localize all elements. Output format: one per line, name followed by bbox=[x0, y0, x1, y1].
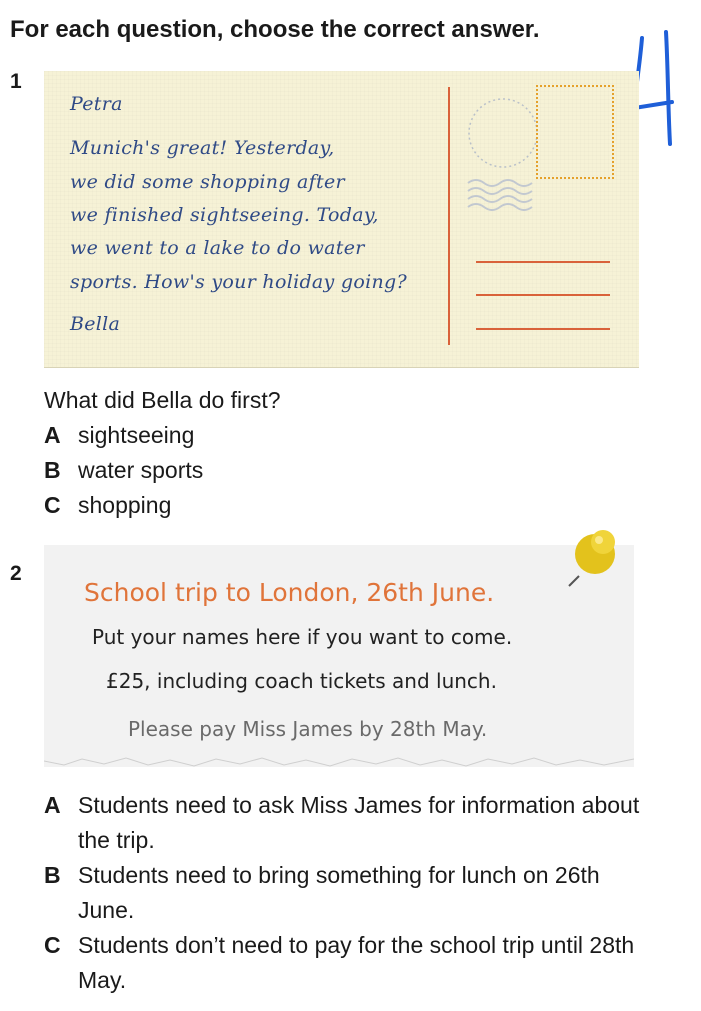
option-letter: B bbox=[44, 457, 61, 483]
question-number-2: 2 bbox=[10, 562, 22, 585]
option-letter: A bbox=[44, 422, 61, 448]
option-letter: B bbox=[44, 862, 61, 888]
q1-option-c[interactable] bbox=[44, 492, 171, 519]
notice-line: Put your names here if you want to come. bbox=[92, 625, 513, 649]
option-letter: C bbox=[44, 932, 61, 958]
q2-option-c[interactable] bbox=[44, 928, 648, 998]
option-text: Students need to bring something for lunch on 26th June. bbox=[78, 862, 600, 923]
postcard bbox=[44, 71, 639, 368]
torn-edge bbox=[44, 753, 634, 769]
notice-line: £25, including coach tickets and lunch. bbox=[106, 669, 497, 693]
notice-title: School trip to London, 26th June. bbox=[84, 578, 495, 607]
postcard-divider bbox=[448, 87, 450, 345]
pushpin-icon bbox=[565, 526, 621, 590]
option-text: Students don’t need to pay for the school trip until 28th May. bbox=[78, 932, 635, 993]
postcard-line: we finished sightseeing. Today, bbox=[70, 204, 379, 226]
question-1-text: What did Bella do first? bbox=[44, 387, 281, 413]
option-letter: A bbox=[44, 792, 61, 818]
address-line bbox=[476, 294, 610, 296]
option-letter: C bbox=[44, 492, 61, 518]
q2-option-a[interactable] bbox=[44, 788, 648, 858]
question-number-1: 1 bbox=[10, 70, 22, 93]
school-trip-notice bbox=[44, 545, 634, 767]
postcard-greeting: Petra bbox=[70, 93, 123, 115]
address-line bbox=[476, 261, 610, 263]
instruction-heading: For each question, choose the correct answer. bbox=[10, 16, 540, 43]
postcard-line: sports. How's your holiday going? bbox=[70, 271, 407, 293]
q1-option-b[interactable] bbox=[44, 457, 203, 484]
postcard-signature: Bella bbox=[70, 313, 121, 335]
q2-option-b[interactable] bbox=[44, 858, 648, 928]
postmark-icon bbox=[458, 91, 548, 211]
notice-line: Please pay Miss James by 28th May. bbox=[128, 717, 488, 741]
address-line bbox=[476, 328, 610, 330]
postcard-line: we went to a lake to do water bbox=[70, 237, 365, 259]
stamp-placeholder bbox=[536, 85, 614, 179]
option-text: sightseeing bbox=[78, 422, 195, 448]
option-text: water sports bbox=[78, 457, 204, 483]
option-text: Students need to ask Miss James for information about the trip. bbox=[78, 792, 640, 853]
q1-option-a[interactable] bbox=[44, 422, 194, 449]
postcard-line: Munich's great! Yesterday, bbox=[70, 137, 335, 159]
option-text: shopping bbox=[78, 492, 172, 518]
postcard-line: we did some shopping after bbox=[70, 171, 345, 193]
